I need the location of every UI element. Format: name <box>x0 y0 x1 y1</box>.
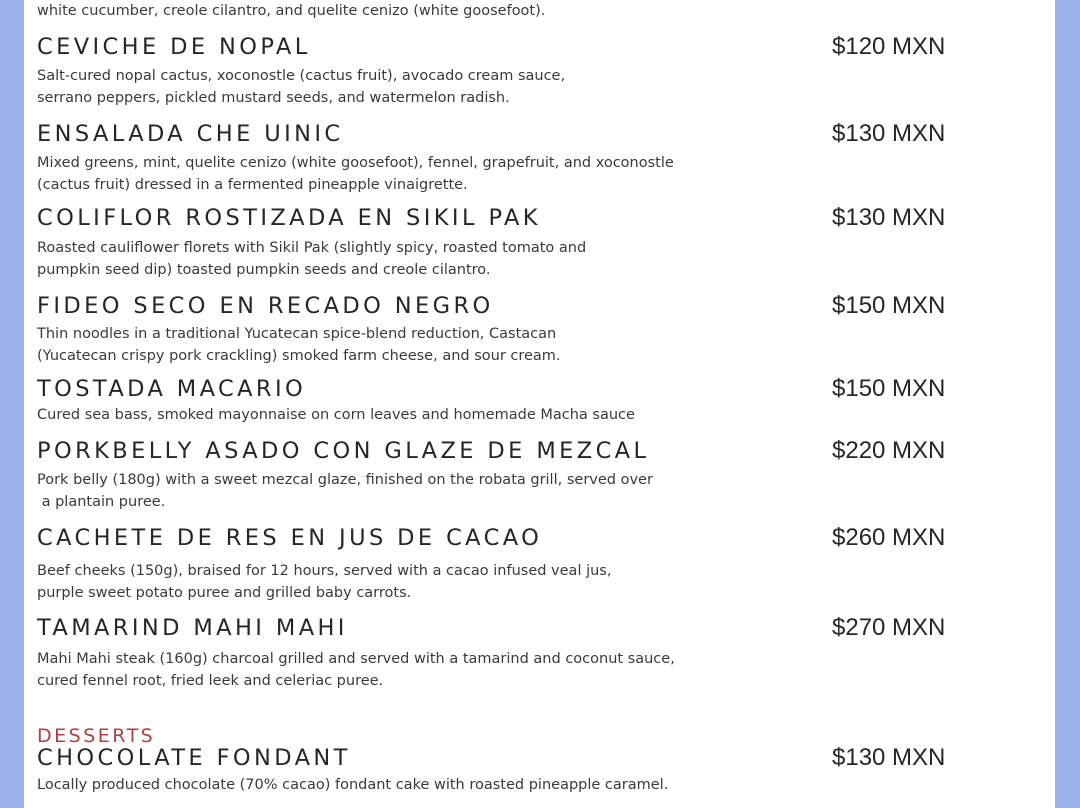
dish-description-line: Beef cheeks (150g), braised for 12 hours, served with a cacao infused veal jus, <box>37 563 612 579</box>
dish-name-tamarind-mahi-mahi: TAMARIND MAHI MAHI <box>37 615 348 641</box>
menu-page <box>24 0 1055 808</box>
dish-price-fideo-seco: $150 MXN <box>832 292 946 319</box>
dish-name-coliflor-rostizada: COLIFLOR ROSTIZADA EN SIKIL PAK <box>37 205 541 231</box>
dish-name-porkbelly-asado: PORKBELLY ASADO CON GLAZE DE MEZCAL <box>37 438 650 464</box>
dish-price-porkbelly-asado: $220 MXN <box>832 437 946 464</box>
dish-description-line: Mahi Mahi steak (160g) charcoal grilled and served with a tamarind and coconut sauce, <box>37 651 675 667</box>
dish-description-line: Salt-cured nopal cactus, xoconostle (cactus fruit), avocado cream sauce, <box>37 68 566 84</box>
dish-price-ensalada-che-uinic: $130 MXN <box>832 120 946 147</box>
dish-description-line: (Yucatecan crispy pork crackling) smoked farm cheese, and sour cream. <box>37 348 561 364</box>
dish-name-chocolate-fondant: CHOCOLATE FONDANT <box>37 745 351 771</box>
section-heading-desserts: DESSERTS <box>37 725 156 747</box>
dish-price-tostada-macario: $150 MXN <box>832 375 946 402</box>
dish-description-line: Roasted cauliflower florets with Sikil Pak (slightly spicy, roasted tomato and <box>37 240 587 256</box>
dish-description-line: Pork belly (180g) with a sweet mezcal glaze, finished on the robata grill, served over <box>37 472 653 488</box>
dish-price-chocolate-fondant: $130 MXN <box>832 744 946 771</box>
dish-description-line: Thin noodles in a traditional Yucatecan spice-blend reduction, Castacan <box>37 326 557 342</box>
dish-price-ceviche-de-nopal: $120 MXN <box>832 33 946 60</box>
dish-description-line: cured fennel root, fried leek and celeriac puree. <box>37 673 384 689</box>
dish-name-fideo-seco: FIDEO SECO EN RECADO NEGRO <box>37 293 494 319</box>
dish-name-cachete-de-res: CACHETE DE RES EN JUS DE CACAO <box>37 525 543 551</box>
dish-description-line: purple sweet potato puree and grilled baby carrots. <box>37 585 412 601</box>
dish-description-line: (cactus fruit) dressed in a fermented pineapple vinaigrette. <box>37 177 468 193</box>
dish-name-tostada-macario: TOSTADA MACARIO <box>37 376 307 402</box>
dish-price-coliflor-rostizada: $130 MXN <box>832 204 946 231</box>
dish-description-line: Cured sea bass, smoked mayonnaise on corn leaves and homemade Macha sauce <box>37 407 635 423</box>
dish-name-ceviche-de-nopal: CEVICHE DE NOPAL <box>37 34 311 60</box>
dish-description-line: Locally produced chocolate (70% cacao) fondant cake with roasted pineapple caramel. <box>37 777 669 793</box>
dish-name-ensalada-che-uinic: ENSALADA CHE UINIC <box>37 121 344 147</box>
right-margin <box>1055 0 1080 808</box>
dish-description-line: pumpkin seed dip) toasted pumpkin seeds and creole cilantro. <box>37 262 491 278</box>
dish-description-line: serrano peppers, pickled mustard seeds, and watermelon radish. <box>37 90 510 106</box>
dish-description-line: a plantain puree. <box>37 494 166 510</box>
intro-description: white cucumber, creole cilantro, and quelite cenizo (white goosefoot). <box>37 3 546 19</box>
dish-price-cachete-de-res: $260 MXN <box>832 524 946 551</box>
dish-price-tamarind-mahi-mahi: $270 MXN <box>832 614 946 641</box>
dish-description-line: Mixed greens, mint, quelite cenizo (white goosefoot), fennel, grapefruit, and xoconostle <box>37 155 674 171</box>
